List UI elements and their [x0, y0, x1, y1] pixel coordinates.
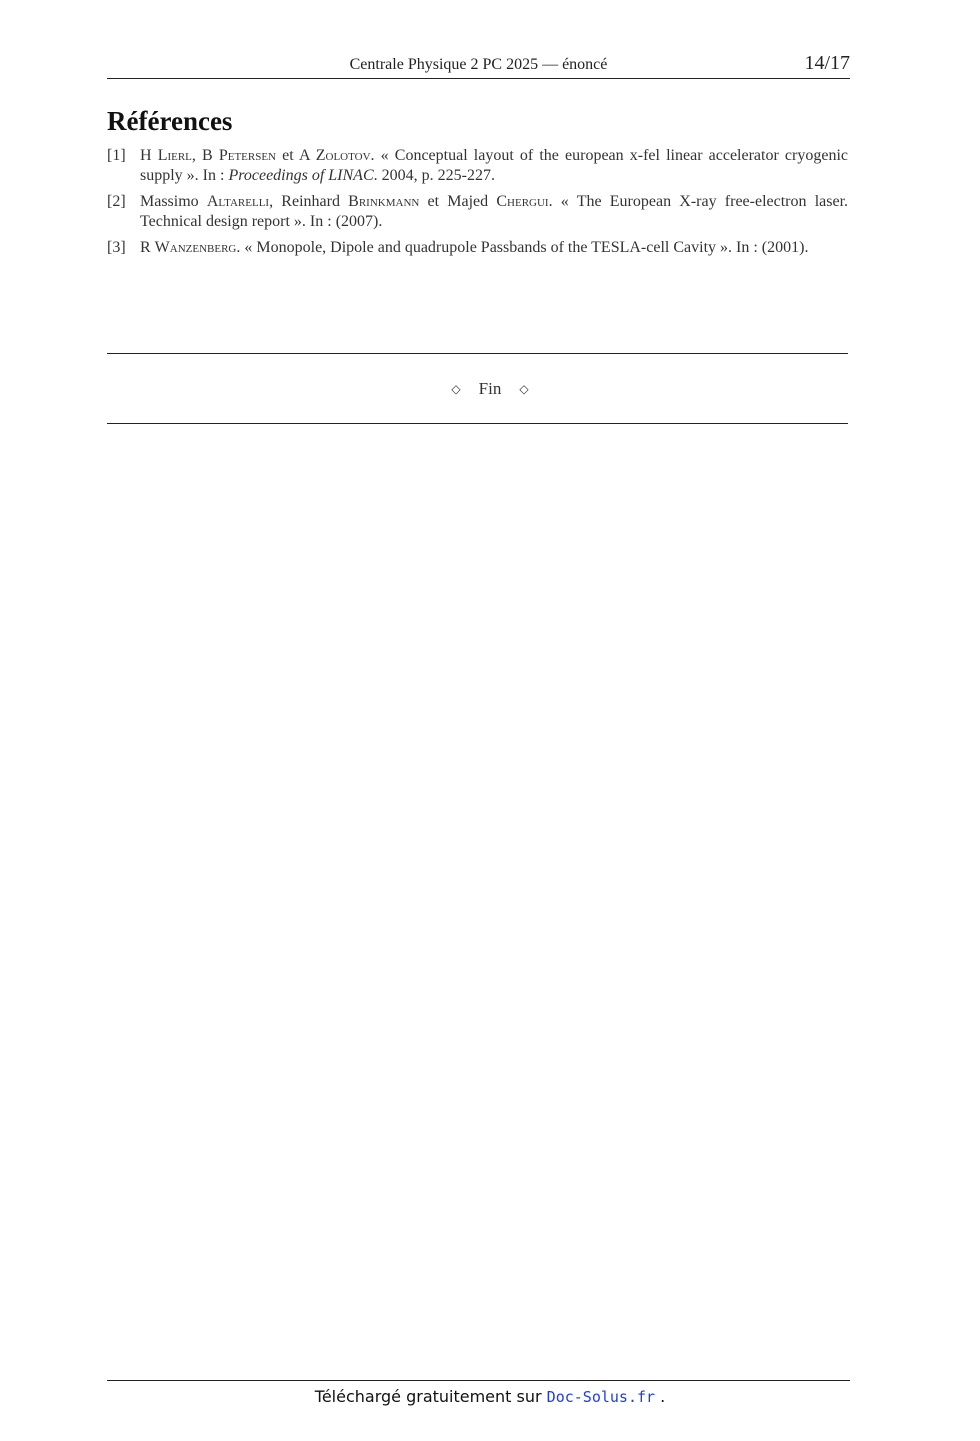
author-last: Lierl	[157, 147, 192, 164]
reference-title: . « Monopole, Dipole and quadrupole Passbands of the TESLA-cell Cavity ». In : (2001).	[236, 239, 809, 256]
author-last: Zolotov	[315, 147, 371, 164]
page-footer	[0, 1387, 980, 1406]
reference-tail: . 2004, p. 225-227.	[373, 167, 495, 184]
author-first: Massimo	[140, 193, 199, 210]
reference-number: [2]	[107, 193, 126, 210]
author-last: Wanzenberg	[154, 239, 237, 256]
reference-item-1	[107, 146, 848, 186]
reference-title: . « Conceptual layout of the european x-fel linear accelerator cryogenic supply ». In :	[140, 147, 848, 184]
conjunction: et	[419, 193, 448, 210]
footer-prefix: Téléchargé gratuitement sur	[314, 1387, 547, 1406]
reference-venue: Proceedings of LINAC	[228, 167, 374, 184]
author-first: Majed	[447, 193, 489, 210]
footer-link[interactable]: Doc-Solus.fr	[546, 1388, 656, 1406]
author-last: Chergui	[496, 193, 549, 210]
divider-top	[107, 353, 848, 354]
author-first: H	[140, 147, 152, 164]
author-first: Reinhard	[281, 193, 340, 210]
footer-divider	[107, 1380, 850, 1381]
reference-item-2	[107, 192, 848, 232]
diamond-icon: ◇	[451, 382, 461, 396]
separator: ,	[191, 147, 203, 164]
separator: ,	[269, 193, 282, 210]
page-header	[107, 52, 850, 79]
page-number: 14/17	[804, 52, 850, 74]
author-last: Brinkmann	[348, 193, 420, 210]
reference-number: [3]	[107, 239, 126, 256]
author-last: Petersen	[218, 147, 277, 164]
end-marker	[0, 379, 980, 399]
conjunction: et	[276, 147, 299, 164]
header-title: Centrale Physique 2 PC 2025 — énoncé	[349, 56, 608, 73]
divider-bottom	[107, 423, 848, 424]
author-first: R	[140, 239, 151, 256]
author-first: B	[202, 147, 213, 164]
reference-item-3	[107, 238, 848, 258]
diamond-icon: ◇	[519, 382, 529, 396]
reference-title: . « The European X-ray free-electron laser. Technical design report ». In : (2007).	[140, 193, 849, 230]
reference-number: [1]	[107, 147, 126, 164]
author-first: A	[298, 147, 310, 164]
reference-list	[107, 146, 848, 264]
end-label: Fin	[478, 379, 502, 398]
author-last: Altarelli	[206, 193, 270, 210]
footer-suffix: .	[655, 1387, 666, 1406]
section-title: Références	[107, 106, 233, 136]
